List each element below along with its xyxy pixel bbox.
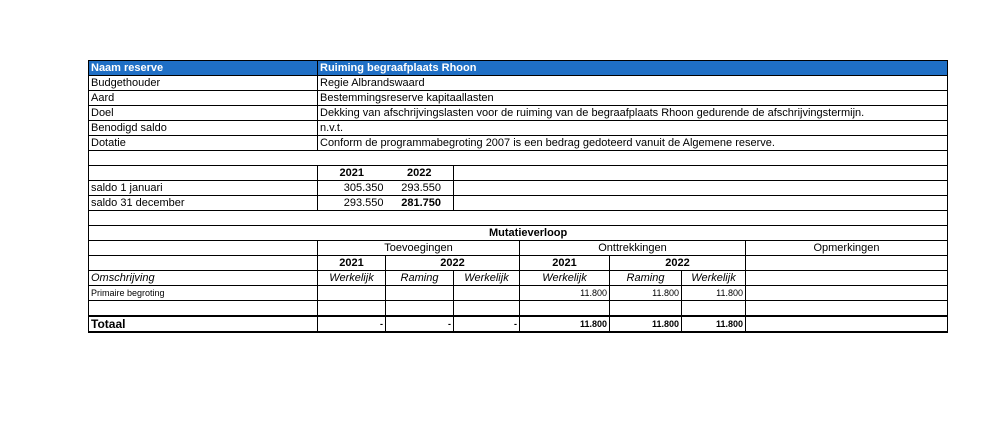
spacer-row [89, 151, 948, 166]
empty-cell [318, 301, 386, 317]
empty-cell [386, 301, 454, 317]
mutatie-value: 11.800 [682, 286, 746, 301]
totaal-value: 11.800 [682, 316, 746, 332]
info-label: Budgethouder [89, 76, 318, 91]
mutatie-opmerking [746, 286, 948, 301]
mutatie-title-row [89, 226, 948, 241]
opmerkingen-blank [746, 256, 948, 271]
saldo-value-2021: 305.350 [318, 181, 386, 196]
saldo-label: saldo 31 december [89, 196, 318, 211]
info-value: Dekking van afschrijvingslasten voor de ruiming van de begraafplaats Rhoon gedurende de afschrijvingstermijn. [318, 106, 948, 121]
mutatie-value: 11.800 [610, 286, 682, 301]
info-row [89, 91, 948, 106]
info-value: Conform de programmabegroting 2007 is een bedrag gedoteerd vanuit de Algemene reserve. [318, 136, 948, 151]
totaal-opmerking [746, 316, 948, 332]
col-werkelijk: Werkelijk [520, 271, 610, 286]
saldo-value-2022: 281.750 [386, 196, 454, 211]
totaal-value: 11.800 [520, 316, 610, 332]
totaal-value: 11.800 [610, 316, 682, 332]
omschrijving-header: Omschrijving [89, 271, 318, 286]
mutatie-value [454, 286, 520, 301]
saldo-blank [89, 166, 318, 181]
info-label: Aard [89, 91, 318, 106]
mutatie-row [89, 286, 948, 301]
saldo-value-2022: 293.550 [386, 181, 454, 196]
spacer-row [89, 211, 948, 226]
totaal-value: - [318, 316, 386, 332]
onttrekkingen-year-2021: 2021 [520, 256, 610, 271]
info-row [89, 106, 948, 121]
col-werkelijk: Werkelijk [682, 271, 746, 286]
info-value: Regie Albrandswaard [318, 76, 948, 91]
totaal-value: - [454, 316, 520, 332]
reserve-table [88, 60, 948, 333]
saldo-row [89, 181, 948, 196]
saldo-value-2021: 293.550 [318, 196, 386, 211]
spacer-cell [89, 151, 948, 166]
saldo-year-2022: 2022 [386, 166, 454, 181]
empty-cell [746, 301, 948, 317]
totaal-row [89, 316, 948, 332]
header-value: Ruiming begraafplaats Rhoon [318, 61, 948, 76]
totaal-label: Totaal [89, 316, 318, 332]
mutatie-value [386, 286, 454, 301]
saldo-label: saldo 1 januari [89, 181, 318, 196]
saldo-blank [454, 196, 948, 211]
opmerkingen-header: Opmerkingen [746, 241, 948, 256]
toevoegingen-year-2022: 2022 [386, 256, 520, 271]
info-label: Benodigd saldo [89, 121, 318, 136]
saldo-year-2021: 2021 [318, 166, 386, 181]
saldo-row [89, 196, 948, 211]
header-label: Naam reserve [89, 61, 318, 76]
info-value: Bestemmingsreserve kapitaallasten [318, 91, 948, 106]
empty-cell [610, 301, 682, 317]
saldo-blank [454, 181, 948, 196]
onttrekkingen-header: Onttrekkingen [520, 241, 746, 256]
info-label: Dotatie [89, 136, 318, 151]
spacer-cell [89, 211, 948, 226]
toevoegingen-year-2021: 2021 [318, 256, 386, 271]
opmerkingen-blank [746, 271, 948, 286]
onttrekkingen-year-2022: 2022 [610, 256, 746, 271]
col-raming: Raming [386, 271, 454, 286]
mutatie-year-row [89, 256, 948, 271]
totaal-value: - [386, 316, 454, 332]
saldo-year-row [89, 166, 948, 181]
mutatie-value [318, 286, 386, 301]
mutatie-subheader-row [89, 271, 948, 286]
mutatie-blank [89, 256, 318, 271]
info-row [89, 136, 948, 151]
empty-cell [520, 301, 610, 317]
toevoegingen-header: Toevoegingen [318, 241, 520, 256]
info-row [89, 121, 948, 136]
col-werkelijk: Werkelijk [318, 271, 386, 286]
empty-cell [682, 301, 746, 317]
mutatie-group-row [89, 241, 948, 256]
mutatie-title: Mutatieverloop [89, 226, 948, 241]
col-raming: Raming [610, 271, 682, 286]
mutatie-value: 11.800 [520, 286, 610, 301]
empty-cell [89, 301, 318, 317]
col-werkelijk: Werkelijk [454, 271, 520, 286]
empty-cell [454, 301, 520, 317]
info-row [89, 76, 948, 91]
mutatie-label: Primaire begroting [89, 286, 318, 301]
header-row [89, 61, 948, 76]
saldo-blank [454, 166, 948, 181]
info-value: n.v.t. [318, 121, 948, 136]
mutatie-empty-row [89, 301, 948, 317]
info-label: Doel [89, 106, 318, 121]
mutatie-blank [89, 241, 318, 256]
